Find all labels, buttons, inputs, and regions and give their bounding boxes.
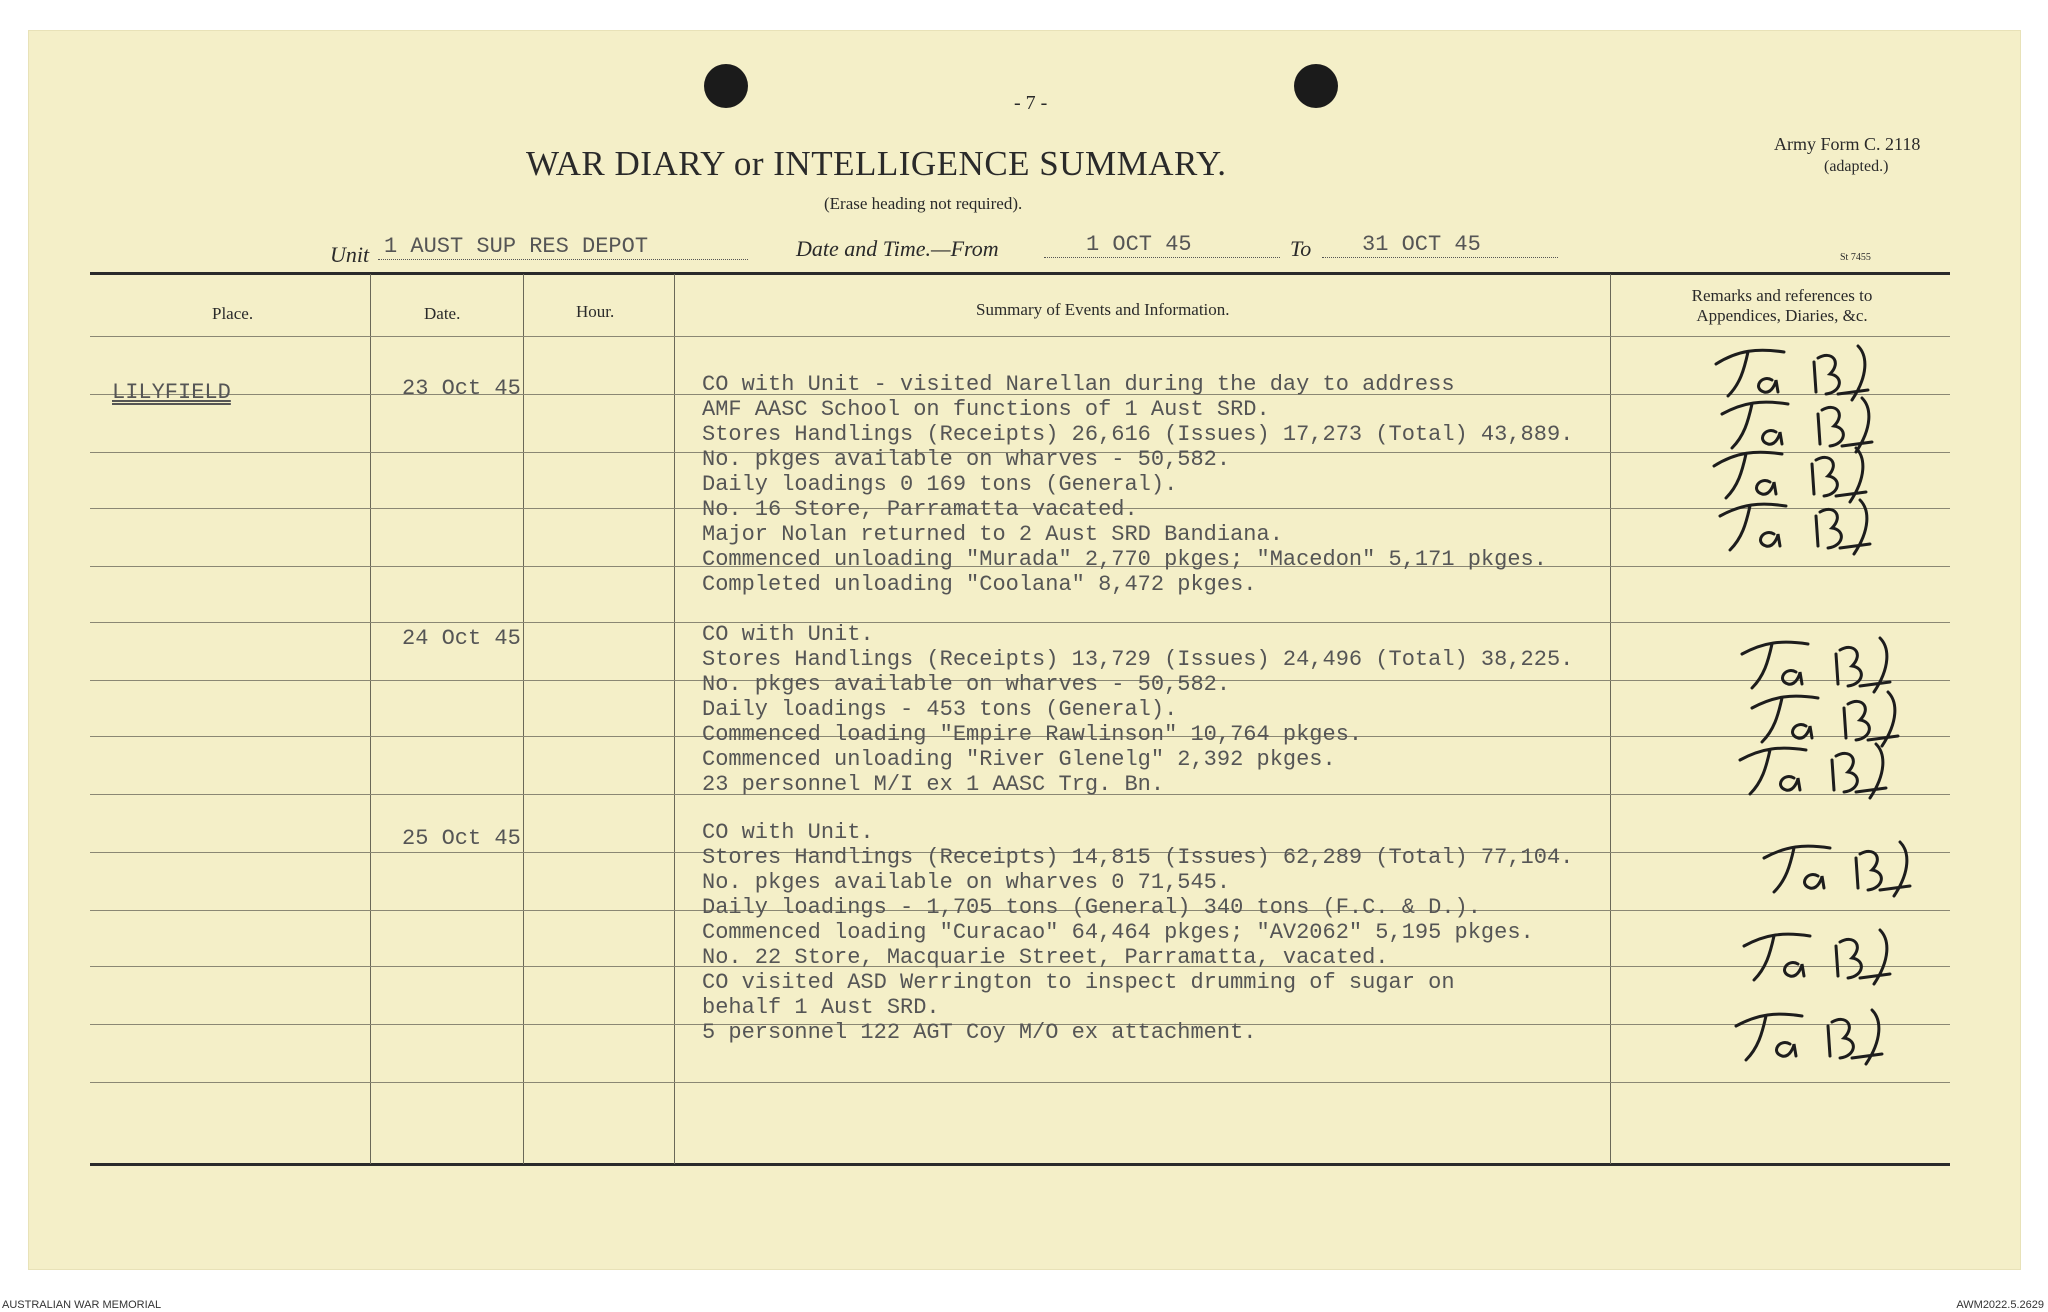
column-divider-summary [1610, 274, 1611, 1164]
footer-right: AWM2022.5.2629 [1956, 1299, 2044, 1311]
date-from-value: 1 OCT 45 [1044, 232, 1280, 258]
summary-line: 5 personnel 122 AGT Coy M/O ex attachment. [702, 1020, 1257, 1045]
entry-summary [702, 622, 1573, 797]
form-stock-number: St 7455 [1840, 252, 1871, 263]
date-time-label: Date and Time.—From [796, 236, 999, 261]
row-rule [90, 336, 1950, 337]
summary-line: Commenced unloading "Murada" 2,770 pkges; "Macedon" 5,171 pkges. [702, 547, 1547, 572]
summary-line: Daily loadings - 1,705 tons (General) 340 tons (F.C. & D.). [702, 895, 1481, 920]
summary-line: behalf 1 Aust SRD. [702, 995, 940, 1020]
summary-line: CO with Unit. [702, 622, 874, 647]
column-header-summary: Summary of Events and Information. [976, 300, 1230, 319]
summary-line: No. 22 Store, Macquarie Street, Parramatta, vacated. [702, 945, 1389, 970]
entry-date: 23 Oct 45 [402, 376, 521, 401]
summary-line: Stores Handlings (Receipts) 26,616 (Issues) 17,273 (Total) 43,889. [702, 422, 1574, 447]
punch-hole-left [704, 64, 748, 108]
page-subtitle: (Erase heading not required). [824, 194, 1023, 213]
column-header-hour: Hour. [576, 302, 615, 321]
form-name: Army Form C. 2118 [1774, 134, 1921, 154]
footer-left: AUSTRALIAN WAR MEMORIAL [2, 1299, 162, 1311]
summary-line: No. pkges available on wharves - 50,582. [702, 672, 1231, 697]
date-to-value: 31 OCT 45 [1322, 232, 1558, 258]
column-divider-date [523, 274, 524, 1164]
form-adapted: (adapted.) [1824, 158, 1889, 175]
punch-hole-right [1294, 64, 1338, 108]
summary-line: AMF AASC School on functions of 1 Aust SRD. [702, 397, 1270, 422]
column-header-date: Date. [424, 304, 461, 323]
column-header-remarks-line1: Remarks and references to [1691, 286, 1873, 305]
summary-line: No. pkges available on wharves 0 71,545. [702, 870, 1231, 895]
summary-line: CO visited ASD Werrington to inspect drumming of sugar on [702, 970, 1455, 995]
summary-line: CO with Unit - visited Narellan during the day to address [702, 372, 1455, 397]
summary-line: CO with Unit. [702, 820, 874, 845]
entry-summary [702, 820, 1573, 1045]
summary-line: Commenced unloading "River Glenelg" 2,392 pkges. [702, 747, 1336, 772]
summary-line: Daily loadings - 453 tons (General). [702, 697, 1178, 722]
summary-line: No. 16 Store, Parramatta vacated. [702, 497, 1138, 522]
entry-summary [702, 372, 1573, 597]
table-bottom-rule [90, 1163, 1950, 1166]
column-header-place: Place. [212, 304, 254, 323]
summary-line: Daily loadings 0 169 tons (General). [702, 472, 1178, 497]
column-divider-hour [674, 274, 675, 1164]
column-header-remarks-line2: Appendices, Diaries, &c. [1696, 306, 1868, 325]
column-divider-place [370, 274, 371, 1164]
summary-line: No. pkges available on wharves - 50,582. [702, 447, 1231, 472]
place-value: LILYFIELD [112, 380, 231, 405]
page-title: WAR DIARY or INTELLIGENCE SUMMARY. [526, 144, 1227, 183]
unit-value: 1 AUST SUP RES DEPOT [378, 234, 748, 260]
summary-line: 23 personnel M/I ex 1 AASC Trg. Bn. [702, 772, 1165, 797]
summary-line: Completed unloading "Coolana" 8,472 pkges. [702, 572, 1257, 597]
diary-page [28, 30, 2021, 1270]
row-rule [90, 1082, 1950, 1083]
summary-line: Commenced loading "Curacao" 64,464 pkges; "AV2062" 5,195 pkges. [702, 920, 1534, 945]
handwritten-initials-column [1688, 330, 1948, 1090]
summary-line: Stores Handlings (Receipts) 13,729 (Issues) 24,496 (Total) 38,225. [702, 647, 1574, 672]
summary-line: Commenced loading "Empire Rawlinson" 10,764 pkges. [702, 722, 1363, 747]
date-to-label: To [1290, 236, 1312, 261]
unit-label: Unit [330, 242, 370, 267]
page-number: - 7 - [1014, 92, 1048, 114]
table-top-rule [90, 272, 1950, 275]
summary-line: Stores Handlings (Receipts) 14,815 (Issues) 62,289 (Total) 77,104. [702, 845, 1574, 870]
summary-line: Major Nolan returned to 2 Aust SRD Bandiana. [702, 522, 1283, 547]
entry-date: 25 Oct 45 [402, 826, 521, 851]
entry-date: 24 Oct 45 [402, 626, 521, 651]
